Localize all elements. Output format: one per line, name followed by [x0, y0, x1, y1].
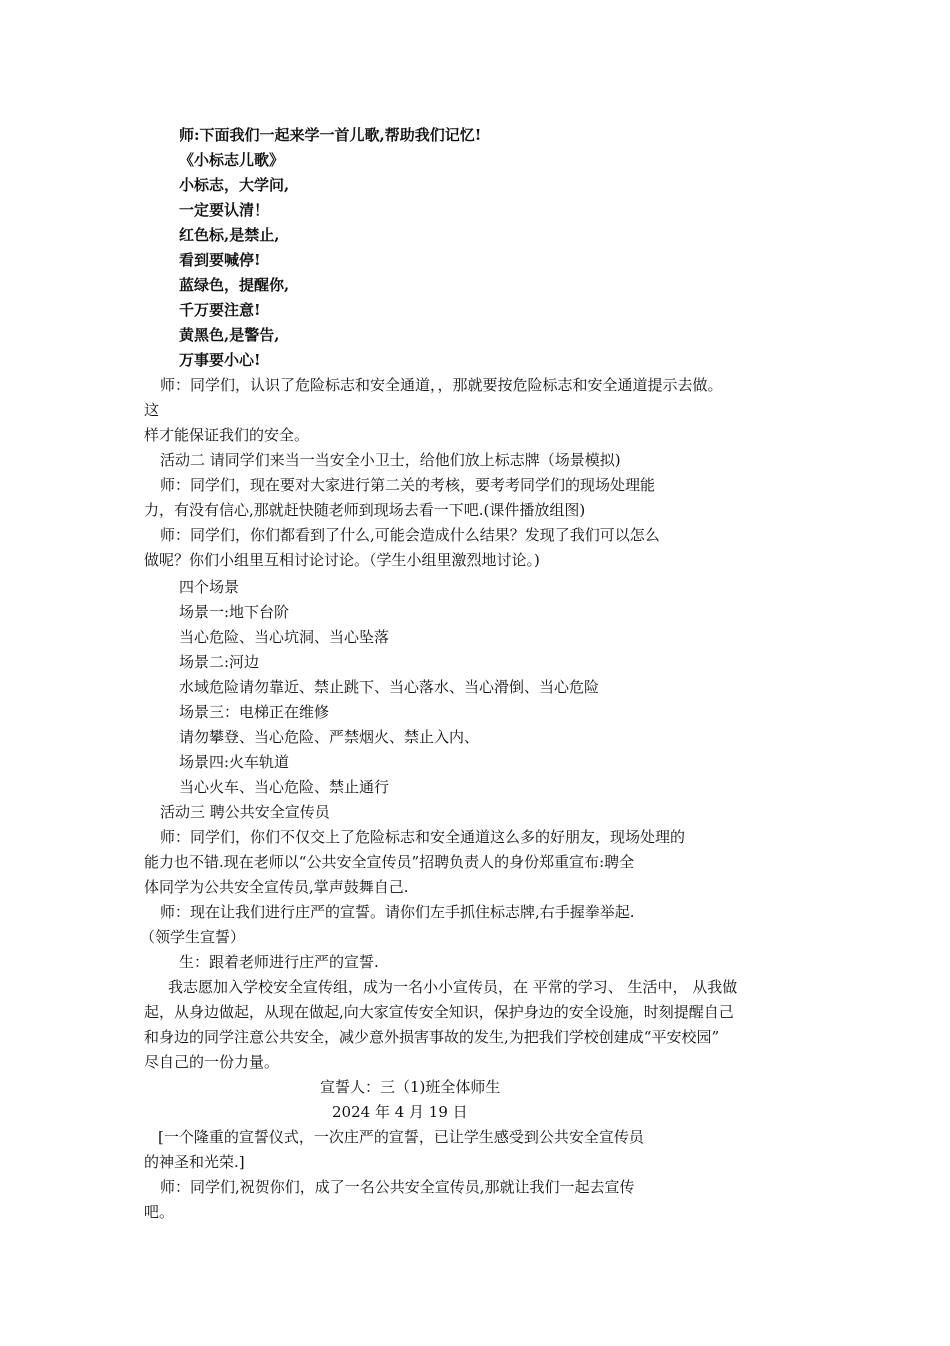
scene-line: 场景二:河边 [179, 653, 260, 671]
song-line: 蓝绿色，提醒你, [179, 276, 290, 294]
closing-line: 吧。 [144, 1203, 175, 1221]
paragraph-line: 师：同学们，现在要对大家进行第二关的考核，要考考同学们的现场处理能 [160, 476, 656, 494]
paragraph-line: 师：同学们，你们不仅交上了危险标志和安全通道这么多的好朋友，现场处理的 [160, 828, 686, 846]
song-line: 红色标,是禁止, [179, 226, 280, 244]
oath-signature: 宣誓人：三（1)班全体师生 [320, 1078, 501, 1096]
paragraph-line: （领学生宣誓） [140, 928, 246, 946]
activity-heading: 活动二 请同学们来当一当安全小卫士，给他们放上标志牌（场景模拟) [160, 451, 621, 469]
scene-line: 请勿攀登、当心危险、严禁烟火、禁止入内、 [179, 728, 480, 746]
song-line: 千万要注意! [179, 301, 261, 319]
oath-line: 我志愿加入学校安全宣传组，成为一名小小宣传员，在 平常的学习、 生活中， 从我做 [168, 978, 738, 996]
song-line: 一定要认清！ [179, 201, 270, 219]
song-line: 看到要喊停! [179, 251, 261, 269]
paragraph-line: 能力也不错.现在老师以“公共安全宣传员”招聘负责人的身份郑重宣布:聘全 [144, 853, 635, 871]
closing-line: 师：同学们,祝贺你们，成了一名公共安全宣传员,那就让我们一起去宣传 [160, 1178, 635, 1196]
note-line: [一个隆重的宣誓仪式，一次庄严的宣誓，已让学生感受到公共安全宣传员 [158, 1128, 644, 1146]
paragraph-line: 师：同学们，你们都看到了什么,可能会造成什么结果？发现了我们可以怎么 [160, 526, 660, 544]
paragraph-line: 力，有没有信心,那就赶快随老师到现场去看一下吧.(课件播放组图) [144, 501, 586, 519]
scene-line: 场景三：电梯正在维修 [179, 703, 330, 721]
scene-line: 场景四:火车轨道 [179, 753, 290, 771]
scene-line: 水域危险请勿靠近、禁止跳下、当心落水、当心滑倒、当心危险 [179, 678, 600, 696]
paragraph-line: 做呢？你们小组里互相讨论讨论。（学生小组里激烈地讨论。) [144, 551, 540, 569]
paragraph-line: 样才能保证我们的安全。 [144, 426, 310, 444]
scene-line: 四个场景 [179, 578, 240, 596]
scene-line: 场景一:地下台阶 [179, 603, 290, 621]
oath-line: 起，从身边做起，从现在做起,向大家宣传安全知识，保护身边的安全设施，时刻提醒自己 [144, 1003, 734, 1021]
oath-line: 尽自己的一份力量。 [144, 1053, 280, 1071]
paragraph-line: 师：同学们，认识了危险标志和安全通道，，那就要按危险标志和安全通道提示去做。 [160, 376, 723, 394]
song-line: 小标志，大学问, [179, 176, 290, 194]
song-line: 万事要小心! [179, 351, 261, 369]
paragraph-line: 师：现在让我们进行庄严的宣誓。请你们左手抓住标志牌,右手握拳举起. [160, 903, 635, 921]
paragraph-line: 体同学为公共安全宣传员,掌声鼓舞自己. [144, 878, 409, 896]
song-line: 黄黑色,是警告, [179, 326, 280, 344]
paragraph-line: 生：跟着老师进行庄严的宣誓. [179, 953, 379, 971]
scene-line: 当心火车、当心危险、禁止通行 [179, 778, 390, 796]
song-intro: 师:下面我们一起来学一首儿歌,帮助我们记忆! [179, 126, 482, 144]
paragraph-line: 这 [144, 401, 160, 419]
note-line: 的神圣和光荣.] [144, 1153, 245, 1171]
oath-date: 2024 年 4 月 19 日 [332, 1103, 468, 1121]
activity-heading: 活动三 聘公共安全宣传员 [160, 803, 330, 821]
song-title: 《小标志儿歌》 [179, 151, 285, 169]
scene-line: 当心危险、当心坑洞、当心坠落 [179, 628, 390, 646]
oath-line: 和身边的同学注意公共安全，减少意外损害事故的发生,为把我们学校创建成“平安校园” [144, 1028, 720, 1046]
